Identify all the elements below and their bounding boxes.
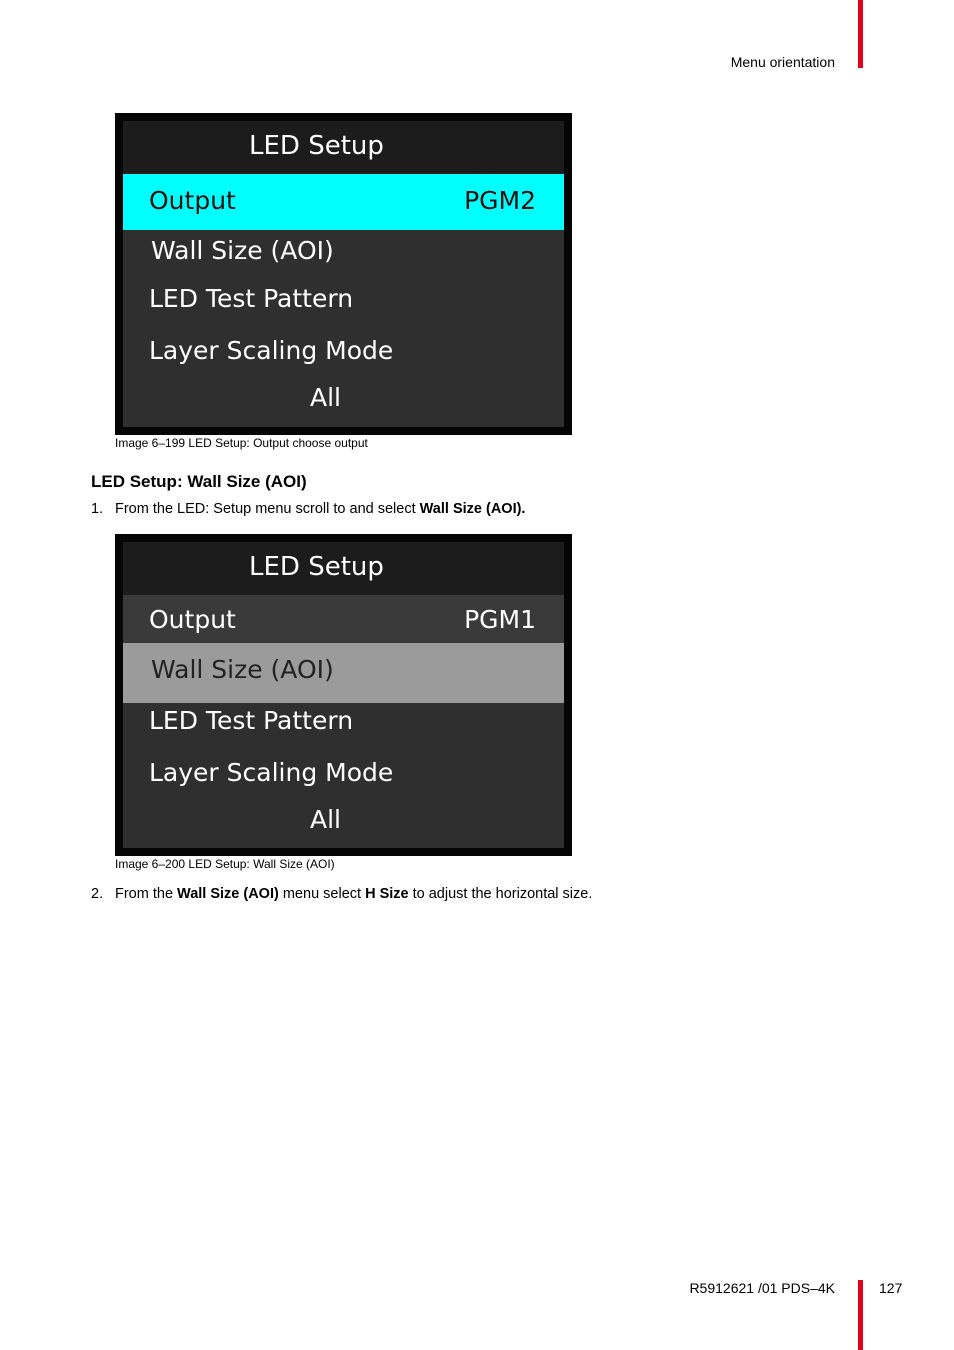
- footer-document-id: R5912621 /01 PDS–4K: [689, 1280, 835, 1296]
- menu-item-label: Wall Size (AOI): [151, 236, 334, 265]
- menu-item-label: All: [310, 383, 341, 412]
- led-setup-screen-wall-size: [115, 534, 572, 856]
- menu-item-all[interactable]: [123, 380, 564, 427]
- menu-item-value: PGM2: [464, 186, 536, 215]
- step-bold: H Size: [365, 886, 409, 902]
- menu-item-output[interactable]: [123, 174, 564, 230]
- menu-title: LED Setup: [249, 552, 384, 582]
- menu-item-label: Output: [149, 186, 236, 215]
- menu-item-all[interactable]: [123, 803, 564, 848]
- menu-item-wall-size[interactable]: [123, 230, 564, 278]
- menu-item-label: Layer Scaling Mode: [149, 758, 394, 787]
- step-text: From the: [115, 886, 178, 902]
- figure-caption: Image 6–199 LED Setup: Output choose output: [115, 436, 368, 450]
- menu-panel: [123, 542, 564, 848]
- step-2: [91, 886, 592, 902]
- step-1: [91, 501, 525, 517]
- header-accent-bar: [858, 0, 863, 68]
- step-text: menu select: [278, 886, 366, 902]
- menu-title-bar: [123, 542, 564, 595]
- figure-caption: Image 6–200 LED Setup: Wall Size (AOI): [115, 857, 335, 871]
- page-number: 127: [879, 1280, 903, 1296]
- menu-item-led-test-pattern[interactable]: [123, 703, 564, 753]
- menu-title: LED Setup: [249, 131, 384, 161]
- step-text: to adjust the horizontal size.: [408, 886, 593, 902]
- menu-item-label: All: [310, 805, 341, 834]
- menu-item-value: PGM1: [464, 605, 536, 634]
- menu-title-bar: [123, 121, 564, 174]
- step-number: 1.: [91, 501, 104, 517]
- step-bold: Wall Size (AOI): [177, 886, 279, 902]
- led-setup-screen-output: [115, 113, 572, 435]
- menu-item-label: Output: [149, 605, 236, 634]
- footer-accent-bar: [858, 1280, 863, 1350]
- step-bold: Wall Size (AOI).: [419, 501, 526, 517]
- menu-item-layer-scaling-mode[interactable]: [123, 330, 564, 380]
- menu-item-label: LED Test Pattern: [149, 706, 354, 735]
- menu-item-label: LED Test Pattern: [149, 284, 354, 313]
- menu-item-led-test-pattern[interactable]: [123, 278, 564, 330]
- menu-panel: [123, 121, 564, 427]
- menu-item-layer-scaling-mode[interactable]: [123, 753, 564, 803]
- menu-item-output[interactable]: [123, 595, 564, 643]
- step-number: 2.: [91, 886, 104, 902]
- menu-item-wall-size[interactable]: [123, 643, 564, 703]
- menu-item-label: Wall Size (AOI): [151, 655, 334, 684]
- step-text: From the LED: Setup menu scroll to and select: [115, 501, 420, 517]
- running-header: Menu orientation: [730, 54, 835, 70]
- menu-item-label: Layer Scaling Mode: [149, 336, 394, 365]
- section-heading: LED Setup: Wall Size (AOI): [91, 472, 307, 491]
